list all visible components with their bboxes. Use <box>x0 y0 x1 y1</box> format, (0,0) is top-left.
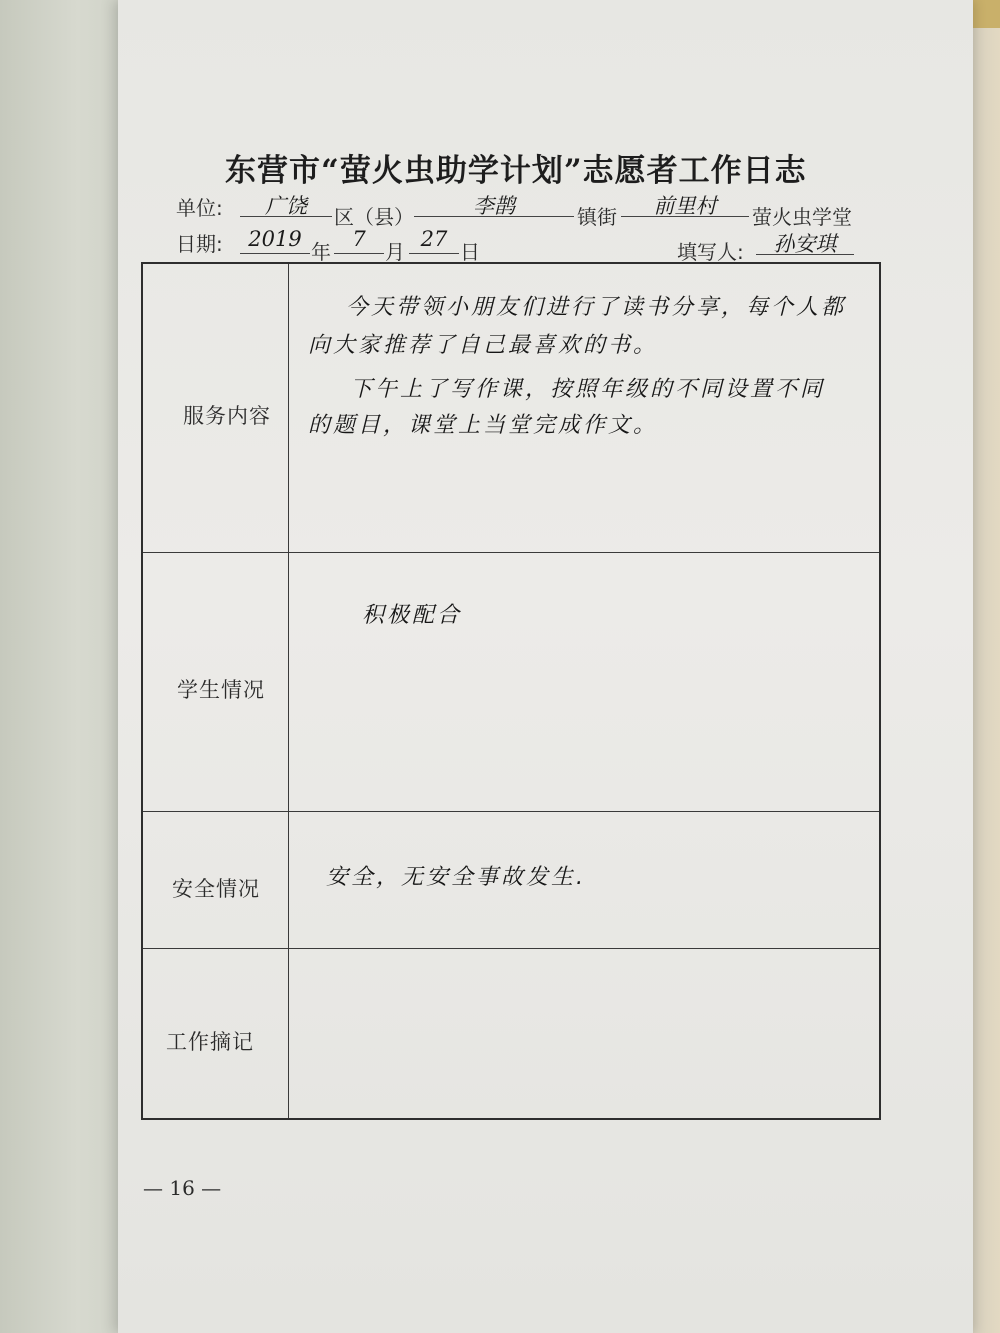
row-label-service: 服务内容 <box>183 404 271 428</box>
district-label: 区（县） <box>334 205 414 229</box>
writer-label: 填写人: <box>677 240 744 264</box>
day-field: 27 <box>409 227 459 254</box>
row-label-safety: 安全情况 <box>172 877 260 901</box>
school-label: 萤火虫学堂 <box>752 205 852 229</box>
students-note: 积极配合 <box>362 603 463 628</box>
day-label: 日 <box>460 240 480 264</box>
service-line: 今天带领小朋友们进行了读书分享，每个人都 <box>346 295 847 320</box>
village-field: 前里村 <box>621 190 749 217</box>
district-field: 广饶 <box>240 190 332 217</box>
table-row-divider <box>143 948 879 949</box>
page-number: — 16 — <box>143 1176 222 1200</box>
month-field: 7 <box>334 227 384 254</box>
page-title: 东营市“萤火虫助学计划”志愿者工作日志 <box>225 153 807 189</box>
adjacent-page <box>0 0 130 1333</box>
service-line: 向大家推荐了自己最喜欢的书。 <box>308 333 659 358</box>
table-row-divider <box>143 811 879 812</box>
table-row-divider <box>143 552 879 553</box>
service-line: 的题目，课堂上当堂完成作文。 <box>308 413 659 438</box>
service-line: 下午上了写作课，按照年级的不同设置不同 <box>350 377 826 402</box>
year-label: 年 <box>311 240 331 264</box>
unit-label: 单位: <box>176 196 223 220</box>
town-field: 李鹊 <box>414 190 574 217</box>
table-column-divider <box>288 264 289 1118</box>
row-label-students: 学生情况 <box>177 678 265 702</box>
row-label-notes: 工作摘记 <box>166 1030 254 1054</box>
date-label: 日期: <box>176 232 223 256</box>
writer-field: 孙安琪 <box>756 228 854 255</box>
year-field: 2019 <box>240 227 310 254</box>
safety-note: 安全，无安全事故发生. <box>326 865 586 890</box>
town-label: 镇街 <box>577 205 617 229</box>
month-label: 月 <box>385 240 405 264</box>
